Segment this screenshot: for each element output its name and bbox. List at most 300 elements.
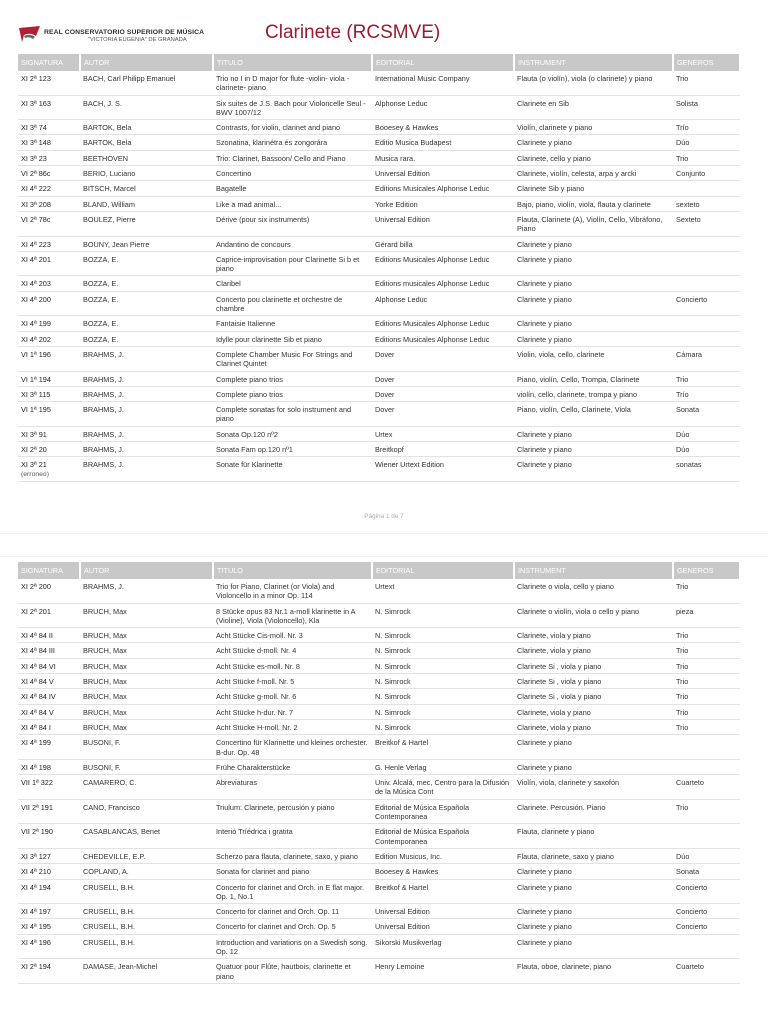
- cell-autor: CHEDEVILLE, E.P.: [80, 848, 213, 863]
- column-header-titulo: TITULO: [213, 54, 372, 71]
- signatura-value: XI 4ª 202: [21, 334, 51, 344]
- cell-instrument: Clarinete o violín, viola o cello y piano: [514, 603, 673, 628]
- cell-generos: [673, 735, 740, 760]
- cell-editorial: Editions Musicales Alphonse Leduc: [372, 181, 514, 196]
- cell-signatura: [18, 331, 80, 346]
- signatura-value: XI 4ª 201: [21, 254, 51, 264]
- signatura-value: XI 4ª 84 V: [21, 677, 54, 687]
- cell-signatura: [18, 150, 80, 165]
- cell-autor: CRUSELL, B.H.: [80, 934, 213, 959]
- signatura-value: XI 3ª 21: [21, 460, 47, 470]
- cell-autor: BRAHMS, J.: [80, 371, 213, 386]
- cell-instrument: Clarinete y piano: [514, 316, 673, 331]
- cell-generos: Cuarteto: [673, 959, 740, 984]
- signatura-value: XI 4ª 197: [21, 907, 51, 917]
- cell-instrument: Clarinete y piano: [514, 426, 673, 441]
- cell-generos: Cuarteto: [673, 775, 740, 800]
- table-row: [18, 150, 740, 165]
- cell-signatura: [18, 643, 80, 658]
- cell-generos: [673, 331, 740, 346]
- cell-editorial: Urtex: [372, 426, 514, 441]
- cell-generos: Trio: [673, 674, 740, 689]
- table-row: [18, 291, 740, 316]
- signatura-value: VII 2ª 191: [21, 802, 53, 812]
- cell-titulo: Complete Chamber Music For Strings and Clarinet Quintet: [213, 346, 372, 371]
- cell-editorial: N. Simrock: [372, 689, 514, 704]
- cell-signatura: [18, 386, 80, 401]
- signatura-value: XI 4ª 199: [21, 319, 51, 329]
- table-row: [18, 371, 740, 386]
- cell-editorial: Universal Edition: [372, 919, 514, 934]
- cell-autor: BOUNY, Jean Pierre: [80, 236, 213, 251]
- cell-autor: BOZZA, E.: [80, 291, 213, 316]
- cell-autor: BOZZA, E.: [80, 276, 213, 291]
- cell-editorial: Sikorski Musikverlag: [372, 934, 514, 959]
- cell-titulo: Like a mad animal...: [213, 196, 372, 211]
- cell-titulo: Concertino für Klarinette und kleines orchester. B-dur. Op. 48: [213, 735, 372, 760]
- cell-generos: Cámara: [673, 346, 740, 371]
- cell-instrument: Flauta, clarinete y piano: [514, 824, 673, 849]
- cell-editorial: Musica rara.: [372, 150, 514, 165]
- cell-generos: [673, 759, 740, 774]
- page-title: Clarinete (RCSMVE): [265, 22, 441, 43]
- cell-signatura: [18, 934, 80, 959]
- cell-instrument: Clarinete y piano: [514, 919, 673, 934]
- signatura-value: XI 4ª 84 VI: [21, 661, 56, 671]
- cell-generos: Trio: [673, 799, 740, 824]
- cell-autor: BARTOK, Bela: [80, 120, 213, 135]
- table-row: [18, 71, 740, 95]
- cell-signatura: [18, 735, 80, 760]
- column-header-generos: GENEROS: [673, 562, 740, 579]
- cell-editorial: N. Simrock: [372, 719, 514, 734]
- table-row: [18, 276, 740, 291]
- cell-autor: BOZZA, E.: [80, 316, 213, 331]
- cell-editorial: Urtext: [372, 579, 514, 603]
- cell-signatura: [18, 603, 80, 628]
- cell-autor: COPLAND, A.: [80, 864, 213, 879]
- cell-titulo: Six suites de J.S. Bach pour Violoncelle Seul - BWV 1007/12: [213, 95, 372, 120]
- table-row: [18, 775, 740, 800]
- cell-editorial: Editions Musicales Alphonse Leduc: [372, 251, 514, 276]
- signatura-note: (erroneo): [21, 470, 49, 478]
- cell-generos: sexteto: [673, 196, 740, 211]
- cell-generos: Trio: [673, 643, 740, 658]
- signatura-value: XI 2ª 20: [21, 445, 47, 455]
- cell-titulo: Sonata Fam op.120 nº1: [213, 442, 372, 457]
- cell-editorial: N. Simrock: [372, 643, 514, 658]
- cell-instrument: Clarinete, viola y piano: [514, 643, 673, 658]
- cell-autor: BRAHMS, J.: [80, 426, 213, 441]
- cell-titulo: Concerto for clarinet and Orch. in E flat major. Op. 1, No.1: [213, 879, 372, 904]
- cell-signatura: [18, 181, 80, 196]
- cell-signatura: [18, 426, 80, 441]
- cell-titulo: Andantino de concours: [213, 236, 372, 251]
- column-header-autor: AUTOR: [80, 54, 213, 71]
- cell-autor: CRUSELL, B.H.: [80, 919, 213, 934]
- cell-editorial: Edition Musicus, Inc.: [372, 848, 514, 863]
- catalog-table-page-2: [18, 562, 741, 984]
- cell-editorial: G. Henle Verlag: [372, 759, 514, 774]
- cell-editorial: Breitkof & Hartel: [372, 735, 514, 760]
- cell-autor: BACH, J. S.: [80, 95, 213, 120]
- cell-generos: Concierto: [673, 904, 740, 919]
- table-row: [18, 959, 740, 984]
- cell-signatura: [18, 316, 80, 331]
- table-body-page-1: [18, 71, 740, 481]
- cell-titulo: Szonatina, klarinétra és zongorára: [213, 135, 372, 150]
- cell-autor: BRAHMS, J.: [80, 579, 213, 603]
- signatura-value: XI 4ª 223: [21, 239, 51, 249]
- cell-instrument: Flauta, Clarinete (A), Violín, Cello, Vibráfono, Piano: [514, 211, 673, 236]
- table-row: [18, 674, 740, 689]
- cell-generos: [673, 251, 740, 276]
- cell-generos: Trio: [673, 628, 740, 643]
- cell-autor: BRAHMS, J.: [80, 346, 213, 371]
- cell-signatura: [18, 236, 80, 251]
- table-row: [18, 402, 740, 427]
- signatura-value: XI 4ª 194: [21, 882, 51, 892]
- cell-editorial: Editorial de Música Española Contemporanea: [372, 799, 514, 824]
- cell-autor: BRAHMS, J.: [80, 386, 213, 401]
- cell-autor: CRUSELL, B.H.: [80, 904, 213, 919]
- cell-instrument: Clarinete y piano: [514, 735, 673, 760]
- cell-instrument: Clarinete y piano: [514, 759, 673, 774]
- column-header-autor: AUTOR: [80, 562, 213, 579]
- cell-editorial: Alphonse Leduc: [372, 291, 514, 316]
- cell-generos: Dúo: [673, 848, 740, 863]
- table-row: [18, 135, 740, 150]
- cell-titulo: Acht Stücke es-moll. Nr. 8: [213, 658, 372, 673]
- cell-titulo: Acht Stücke Cis-moll. Nr. 3: [213, 628, 372, 643]
- cell-signatura: [18, 95, 80, 120]
- cell-signatura: [18, 759, 80, 774]
- cell-editorial: N. Simrock: [372, 628, 514, 643]
- signatura-value: VI 2ª 86c: [21, 169, 51, 179]
- column-header-editorial: EDITORIAL: [372, 562, 514, 579]
- cell-instrument: Clarinete y piano: [514, 291, 673, 316]
- cell-autor: BEETHOVEN: [80, 150, 213, 165]
- table-row: [18, 442, 740, 457]
- signatura-value: XI 3ª 127: [21, 851, 51, 861]
- table-row: [18, 386, 740, 401]
- cell-signatura: [18, 919, 80, 934]
- cell-generos: Trio: [673, 658, 740, 673]
- table-row: [18, 251, 740, 276]
- cell-signatura: [18, 135, 80, 150]
- cell-titulo: Quatuor pour Flûte, hautbois, clarinette et piano: [213, 959, 372, 984]
- signatura-value: XI 4ª 210: [21, 867, 51, 877]
- cell-instrument: Clarinete Sib y piano: [514, 181, 673, 196]
- table-row: [18, 735, 740, 760]
- signatura-value: VI 2ª 78c: [21, 214, 51, 224]
- cell-instrument: Clarinete, violín, celesta, arpa y arcki: [514, 166, 673, 181]
- cell-titulo: Complete sonatas for solo instrument and piano: [213, 402, 372, 427]
- cell-editorial: Editions musicales Alphonse Leduc: [372, 276, 514, 291]
- cell-instrument: Clarinete y piano: [514, 879, 673, 904]
- cell-generos: Sonata: [673, 402, 740, 427]
- cell-instrument: violín, cello, clarinete, trompa y piano: [514, 386, 673, 401]
- cell-titulo: Contrasts, for violin, clarinet and piano: [213, 120, 372, 135]
- column-header-editorial: EDITORIAL: [372, 54, 514, 71]
- cell-generos: Sexteto: [673, 211, 740, 236]
- table-row: [18, 658, 740, 673]
- signatura-value: VI 1ª 194: [21, 374, 51, 384]
- table-row: [18, 181, 740, 196]
- cell-signatura: [18, 824, 80, 849]
- cell-autor: BITSCH, Marcel: [80, 181, 213, 196]
- column-header-signatura: SIGNATURA: [18, 54, 80, 71]
- cell-signatura: [18, 402, 80, 427]
- cell-editorial: Dover: [372, 386, 514, 401]
- cell-generos: sonatas: [673, 457, 740, 482]
- cell-editorial: Booesey & Hawkes: [372, 864, 514, 879]
- table-row: [18, 196, 740, 211]
- table-row: [18, 120, 740, 135]
- cell-editorial: Alphonse Leduc: [372, 95, 514, 120]
- cell-editorial: Univ. Alcalá, mec, Centro para la Difusión de la Música Cont: [372, 775, 514, 800]
- cell-titulo: Bagatelle: [213, 181, 372, 196]
- cell-autor: BRUCH, Max: [80, 704, 213, 719]
- cell-signatura: [18, 719, 80, 734]
- cell-autor: CASABLANCAS, Benet: [80, 824, 213, 849]
- table-body-page-2: [18, 579, 740, 983]
- cell-instrument: Clarinete y piano: [514, 904, 673, 919]
- cell-generos: Dúo: [673, 426, 740, 441]
- table-row: [18, 628, 740, 643]
- cell-titulo: Triulum: Clarinete, percusión y piano: [213, 799, 372, 824]
- cell-generos: Trio: [673, 71, 740, 95]
- cell-signatura: [18, 120, 80, 135]
- cell-titulo: Complete piano trios: [213, 386, 372, 401]
- cell-instrument: Flauta (o violín), viola (o clarinete) y piano: [514, 71, 673, 95]
- table-row: [18, 799, 740, 824]
- cell-generos: Concierto: [673, 879, 740, 904]
- cell-signatura: [18, 904, 80, 919]
- cell-signatura: [18, 864, 80, 879]
- cell-instrument: Clarinete en Sib: [514, 95, 673, 120]
- signatura-value: XI 3ª 148: [21, 138, 51, 148]
- table-row: [18, 95, 740, 120]
- cell-editorial: Dover: [372, 402, 514, 427]
- cell-autor: BRAHMS, J.: [80, 402, 213, 427]
- cell-instrument: Clarinete y piano: [514, 135, 673, 150]
- table-row: [18, 759, 740, 774]
- cell-signatura: [18, 371, 80, 386]
- cell-signatura: [18, 196, 80, 211]
- cell-signatura: [18, 166, 80, 181]
- table-row: [18, 166, 740, 181]
- cell-signatura: [18, 346, 80, 371]
- cell-titulo: Claribel: [213, 276, 372, 291]
- cell-instrument: Clarinete, viola y piano: [514, 704, 673, 719]
- table-row: [18, 579, 740, 603]
- table-row: [18, 426, 740, 441]
- cell-titulo: Sonate für Klarinette: [213, 457, 372, 482]
- cell-signatura: [18, 959, 80, 984]
- cell-instrument: Clarinete y piano: [514, 251, 673, 276]
- cell-generos: Dúo: [673, 442, 740, 457]
- cell-autor: BRUCH, Max: [80, 603, 213, 628]
- cell-editorial: Dover: [372, 346, 514, 371]
- cell-instrument: Clarinete y piano: [514, 457, 673, 482]
- cell-autor: CAMARERO, C.: [80, 775, 213, 800]
- cell-autor: BERIO, Luciano: [80, 166, 213, 181]
- cell-instrument: Flauta, oboe, clarinete, piano: [514, 959, 673, 984]
- signatura-value: XI 2ª 201: [21, 606, 51, 616]
- catalog-table-page-1: [18, 54, 741, 482]
- cell-editorial: Editorial de Música Española Contemporanea: [372, 824, 514, 849]
- cell-signatura: [18, 704, 80, 719]
- cell-autor: CRUSELL, B.H.: [80, 879, 213, 904]
- table-row: [18, 904, 740, 919]
- cell-signatura: [18, 628, 80, 643]
- cell-titulo: Dérive (pour six instruments): [213, 211, 372, 236]
- column-header-instrument: INSTRUMENT: [514, 54, 673, 71]
- cell-titulo: Acht Stücke g-moll. Nr. 6: [213, 689, 372, 704]
- cell-titulo: Abreviaturas: [213, 775, 372, 800]
- column-header-titulo: TITULO: [213, 562, 372, 579]
- cell-instrument: Flauta, clarinete, saxo y piano: [514, 848, 673, 863]
- cell-editorial: N. Simrock: [372, 704, 514, 719]
- cell-titulo: Acht Stücke f-moll. Nr. 5: [213, 674, 372, 689]
- cell-instrument: Piano, violín, Cello, Clarinete, Viola: [514, 402, 673, 427]
- cell-generos: Concierto: [673, 291, 740, 316]
- table-row: [18, 603, 740, 628]
- signatura-value: XI 4ª 84 IV: [21, 692, 56, 702]
- cell-signatura: [18, 879, 80, 904]
- cell-generos: Trio: [673, 689, 740, 704]
- cell-titulo: Concerto for clarinet and Orch. Op. 11: [213, 904, 372, 919]
- cell-autor: BRUCH, Max: [80, 643, 213, 658]
- cell-instrument: Clarinete o viola, cello y piano: [514, 579, 673, 603]
- table-row: [18, 236, 740, 251]
- cell-signatura: [18, 71, 80, 95]
- table-row: [18, 316, 740, 331]
- table-row: [18, 719, 740, 734]
- cell-generos: Solista: [673, 95, 740, 120]
- cell-editorial: N. Simrock: [372, 603, 514, 628]
- cell-titulo: Acht Stücke d-moll. Nr. 4: [213, 643, 372, 658]
- cell-signatura: [18, 291, 80, 316]
- cell-signatura: [18, 674, 80, 689]
- table-row: [18, 934, 740, 959]
- signatura-value: XI 2ª 200: [21, 582, 51, 591]
- cell-instrument: Bajo, piano, violín, viola, flauta y clarinete: [514, 196, 673, 211]
- cell-titulo: Concerto pou clarinette et orchestre de chambre: [213, 291, 372, 316]
- table-row: [18, 879, 740, 904]
- signatura-value: XI 3ª 74: [21, 123, 47, 133]
- cell-autor: BLAND, William: [80, 196, 213, 211]
- cell-autor: BRUCH, Max: [80, 689, 213, 704]
- signatura-value: VII 1ª 322: [21, 778, 53, 788]
- cell-editorial: Universal Edition: [372, 211, 514, 236]
- cell-autor: DAMASE, Jean-Michel: [80, 959, 213, 984]
- cell-titulo: Sonata for clarinet and piano: [213, 864, 372, 879]
- cell-generos: Trío: [673, 386, 740, 401]
- cell-autor: BOULEZ, Pierre: [80, 211, 213, 236]
- cell-instrument: Clarinete Si , viola y piano: [514, 689, 673, 704]
- signatura-value: XI 4ª 222: [21, 184, 51, 194]
- cell-signatura: [18, 689, 80, 704]
- cell-signatura: [18, 579, 80, 603]
- cell-instrument: Violín, viola, clarinete y saxofón: [514, 775, 673, 800]
- cell-generos: [673, 181, 740, 196]
- cell-instrument: Clarinete y piano: [514, 442, 673, 457]
- cell-titulo: Complete piano trios: [213, 371, 372, 386]
- logo-line2: "VICTORIA EUGENIA" DE GRANADA: [88, 37, 187, 43]
- cell-editorial: Universal Edition: [372, 166, 514, 181]
- cell-instrument: Clarinete, viola y piano: [514, 719, 673, 734]
- signatura-value: XI 4ª 84 V: [21, 707, 54, 717]
- table-row: [18, 864, 740, 879]
- cell-titulo: 8 Stücke opus 83 Nr.1 a-moll klarinette in A (Violine), Viola (Violoncello), Kla: [213, 603, 372, 628]
- cell-signatura: [18, 799, 80, 824]
- cell-generos: [673, 276, 740, 291]
- cell-generos: Trío: [673, 120, 740, 135]
- cell-titulo: Acht Stücke H-moll. Nr. 2: [213, 719, 372, 734]
- cell-autor: BRAHMS, J.: [80, 442, 213, 457]
- cell-signatura: [18, 457, 80, 482]
- cell-titulo: Frühe Charakterstücke: [213, 759, 372, 774]
- logo-line1: REAL CONSERVATORIO SUPERIOR DE MÚSICA: [44, 29, 205, 36]
- signatura-value: XI 4ª 199: [21, 738, 51, 748]
- table-row: [18, 346, 740, 371]
- cell-generos: Conjunto: [673, 166, 740, 181]
- page-break: [0, 533, 768, 557]
- signatura-value: XI 2ª 123: [21, 74, 51, 83]
- cell-instrument: Clarinete y piano: [514, 331, 673, 346]
- column-header-generos: GENEROS: [673, 54, 740, 71]
- cell-generos: Concierto: [673, 919, 740, 934]
- cell-generos: Trio: [673, 579, 740, 603]
- cell-instrument: Clarinete, viola y piano: [514, 628, 673, 643]
- table-row: [18, 824, 740, 849]
- cell-editorial: Editions Musicales Alphonse Leduc: [372, 331, 514, 346]
- cell-instrument: Violín, clarinete y piano: [514, 120, 673, 135]
- cell-titulo: Trio: Clarinet, Bassoon/ Cello and Piano: [213, 150, 372, 165]
- cell-titulo: Introduction and variations on a Swedish song. Op. 12: [213, 934, 372, 959]
- table-row: [18, 919, 740, 934]
- cell-autor: BARTOK, Bela: [80, 135, 213, 150]
- signatura-value: XI 4ª 203: [21, 279, 51, 289]
- cell-autor: BUSONI, F.: [80, 735, 213, 760]
- cell-titulo: Sonata Op.120 nº2: [213, 426, 372, 441]
- signatura-value: XI 4ª 200: [21, 294, 51, 304]
- conservatory-logo: [18, 26, 268, 48]
- cell-generos: [673, 934, 740, 959]
- column-header-signatura: SIGNATURA: [18, 562, 80, 579]
- cell-titulo: Interió Tríédrica i gratita: [213, 824, 372, 849]
- column-header-instrument: INSTRUMENT: [514, 562, 673, 579]
- cell-autor: BUSONI, F.: [80, 759, 213, 774]
- cell-instrument: Violin, viola, cello, clarinete: [514, 346, 673, 371]
- cell-titulo: Trio no I in D major for flute -violin- viola -clarinete- piano: [213, 71, 372, 95]
- cell-autor: BRAHMS, J.: [80, 457, 213, 482]
- table-row: [18, 331, 740, 346]
- cell-titulo: Scherzo para flauta, clarinete, saxo, y piano: [213, 848, 372, 863]
- signatura-value: XI 4ª 84 I: [21, 722, 51, 732]
- cell-editorial: Wiener Urtext Edition: [372, 457, 514, 482]
- cell-generos: [673, 236, 740, 251]
- cell-autor: BOZZA, E.: [80, 251, 213, 276]
- cell-signatura: [18, 658, 80, 673]
- signatura-value: XI 3ª 208: [21, 199, 51, 209]
- cell-generos: pieza: [673, 603, 740, 628]
- table-header-row: [18, 562, 740, 579]
- signatura-value: VII 2ª 190: [21, 827, 53, 837]
- table-row: [18, 457, 740, 482]
